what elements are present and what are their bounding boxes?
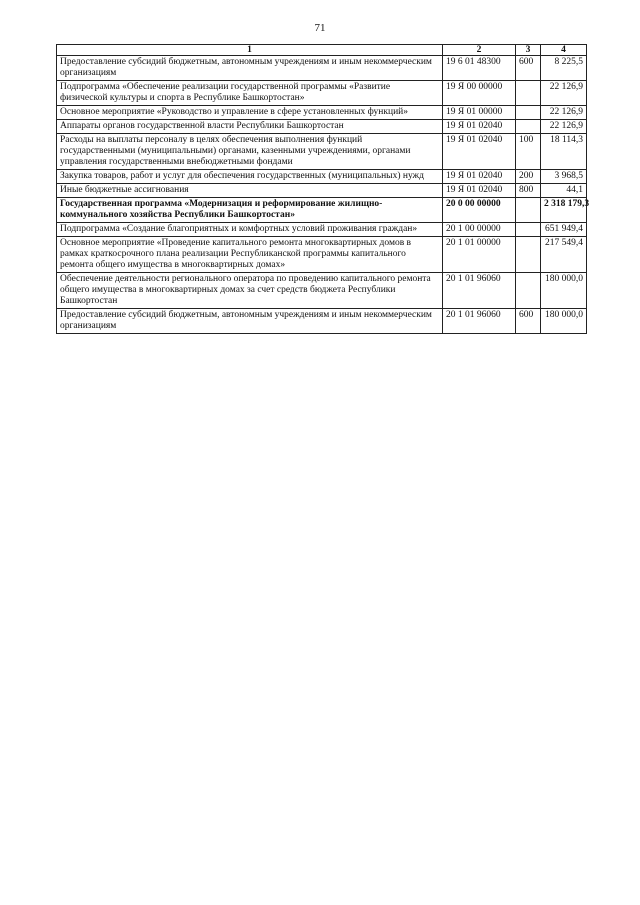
row-code: 19 Я 01 02040 bbox=[443, 120, 516, 134]
row-sum: 22 126,9 bbox=[541, 106, 587, 120]
row-name: Обеспечение деятельности регионального оператора по проведению капитального ремонта общего имущества в многоквартирных домах за счет средств бюджета Республики Башкортостан bbox=[57, 273, 443, 309]
row-code: 19 6 01 48300 bbox=[443, 56, 516, 81]
table-row bbox=[57, 237, 587, 273]
row-name: Подпрограмма «Создание благоприятных и комфортных условий проживания граждан» bbox=[57, 223, 443, 237]
row-code: 20 1 01 96060 bbox=[443, 309, 516, 334]
row-code: 19 Я 01 02040 bbox=[443, 170, 516, 184]
row-name: Расходы на выплаты персоналу в целях обеспечения выполнения функций государственными (муниципальными) органами, казенными учреждениями, органами управления государственными внебюджетными фондами bbox=[57, 134, 443, 170]
table-row bbox=[57, 134, 587, 170]
row-code: 19 Я 00 00000 bbox=[443, 81, 516, 106]
row-type bbox=[516, 81, 541, 106]
row-name: Основное мероприятие «Руководство и управление в сфере установленных функций» bbox=[57, 106, 443, 120]
row-name: Предоставление субсидий бюджетным, автономным учреждениям и иным некоммерческим организациям bbox=[57, 56, 443, 81]
table-row bbox=[57, 56, 587, 81]
row-type: 600 bbox=[516, 309, 541, 334]
row-sum: 180 000,0 bbox=[541, 273, 587, 309]
row-name: Иные бюджетные ассигнования bbox=[57, 184, 443, 198]
row-sum: 18 114,3 bbox=[541, 134, 587, 170]
row-name: Государственная программа «Модернизация и реформирование жилищно-коммунального хозяйства Республики Башкортостан» bbox=[57, 198, 443, 223]
row-name: Предоставление субсидий бюджетным, автономным учреждениям и иным некоммерческим организациям bbox=[57, 309, 443, 334]
row-code: 19 Я 01 02040 bbox=[443, 134, 516, 170]
page-number: 71 bbox=[314, 22, 326, 34]
budget-table bbox=[56, 44, 590, 334]
row-sum: 44,1 bbox=[541, 184, 587, 198]
row-type: 800 bbox=[516, 184, 541, 198]
column-header-3: 3 bbox=[516, 45, 541, 56]
table-row bbox=[57, 223, 587, 237]
table-row bbox=[57, 106, 587, 120]
table-body bbox=[57, 56, 590, 334]
row-sum: 8 225,5 bbox=[541, 56, 587, 81]
row-type bbox=[516, 223, 541, 237]
row-code: 19 Я 01 02040 bbox=[443, 184, 516, 198]
row-code: 20 1 01 00000 bbox=[443, 237, 516, 273]
column-header-4: 4 bbox=[541, 45, 587, 56]
row-sum: 651 949,4 bbox=[541, 223, 587, 237]
row-type: 200 bbox=[516, 170, 541, 184]
row-type: 600 bbox=[516, 56, 541, 81]
table-row bbox=[57, 81, 587, 106]
row-type bbox=[516, 106, 541, 120]
column-header-2: 2 bbox=[443, 45, 516, 56]
row-sum: 22 126,9 bbox=[541, 120, 587, 134]
row-type bbox=[516, 120, 541, 134]
table-header-row bbox=[57, 45, 587, 56]
table-row bbox=[57, 170, 587, 184]
row-code: 20 1 01 96060 bbox=[443, 273, 516, 309]
row-type bbox=[516, 237, 541, 273]
row-name: Аппараты органов государственной власти Республики Башкортостан bbox=[57, 120, 443, 134]
table-row bbox=[57, 184, 587, 198]
row-sum: 22 126,9 bbox=[541, 81, 587, 106]
column-header-1: 1 bbox=[57, 45, 443, 56]
row-code: 19 Я 01 00000 bbox=[443, 106, 516, 120]
row-name: Подпрограмма «Обеспечение реализации государственной программы «Развитие физической культуры и спорта в Республике Башкортостан» bbox=[57, 81, 443, 106]
row-sum: 217 549,4 bbox=[541, 237, 587, 273]
row-sum: 180 000,0 bbox=[541, 309, 587, 334]
row-type: 100 bbox=[516, 134, 541, 170]
row-type bbox=[516, 198, 541, 223]
row-sum: 3 968,5 bbox=[541, 170, 587, 184]
table-row bbox=[57, 198, 587, 223]
row-code: 20 1 00 00000 bbox=[443, 223, 516, 237]
table-row bbox=[57, 273, 587, 309]
table-row bbox=[57, 120, 587, 134]
row-code: 20 0 00 00000 bbox=[443, 198, 516, 223]
row-name: Основное мероприятие «Проведение капитального ремонта многоквартирных домов в рамках краткосрочного плана реализации Республиканской программы капитального ремонта общего имущества в многоквартирных домах» bbox=[57, 237, 443, 273]
row-type bbox=[516, 273, 541, 309]
row-sum: 2 318 179,3 bbox=[541, 198, 587, 223]
table-row bbox=[57, 309, 587, 334]
row-name: Закупка товаров, работ и услуг для обеспечения государственных (муниципальных) нужд bbox=[57, 170, 443, 184]
